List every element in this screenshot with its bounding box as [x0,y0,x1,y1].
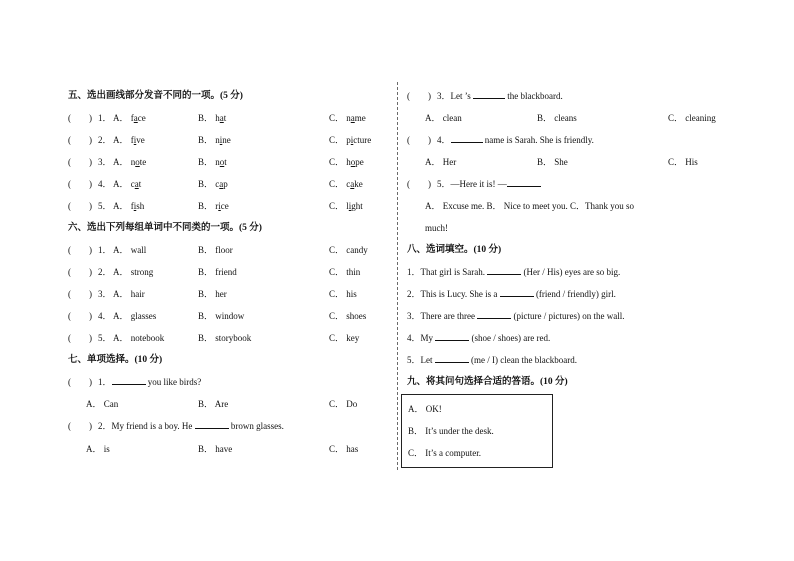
option-c: C． has [329,444,359,454]
option-b: B． friend [198,267,237,277]
section-6-heading: 六、选出下列每组单词中不同类的一项。(5 分) [68,223,262,233]
answer-paren[interactable]: ( ) [68,311,92,321]
option-b: B． floor [198,245,233,255]
option-a: A． five [113,135,145,145]
fill-blank[interactable] [500,288,534,297]
answer-paren[interactable]: ( ) [407,179,431,189]
option-b: B． hat [198,113,227,123]
option-a: A． Her [425,157,457,167]
option-a: A． wall [113,245,147,255]
option-b: B． have [198,444,233,454]
option-b: B． her [198,289,227,299]
fill-blank[interactable] [435,354,469,363]
answer-blank[interactable] [112,376,146,385]
answer-paren[interactable]: ( ) [68,201,92,211]
option-c: C． Do [329,399,358,409]
option-b: B． cap [198,179,228,189]
answer-blank[interactable] [451,134,483,143]
answer-paren[interactable]: ( ) [68,113,92,123]
answer-paren[interactable]: ( ) [68,267,92,277]
section-5-heading: 五、选出画线部分发音不同的一项。(5 分) [68,91,243,101]
option-b: B． nine [198,135,231,145]
option-a: A． strong [113,267,154,277]
options-line: A． Excuse me. B． Nice to meet you. C．Thank you so [425,201,634,211]
option-c: C． key [329,333,360,343]
option-b: B． cleans [537,113,577,123]
option-a: A． hair [113,289,145,299]
option-c: C． picture [329,135,372,145]
fill-blank[interactable] [477,310,511,319]
answer-blank[interactable] [473,90,505,99]
option-a: A． notebook [113,333,165,343]
option-c: C． cake [329,179,363,189]
section-7-heading: 七、单项选择。(10 分) [68,355,163,365]
answer-paren[interactable]: ( ) [407,91,431,101]
option-c: C． cleaning [668,113,716,123]
option-a: A． is [86,444,110,454]
fill-blank[interactable] [435,332,469,341]
answer-paren[interactable]: ( ) [68,135,92,145]
option-c: C． name [329,113,366,123]
option-c: C． candy [329,245,368,255]
option-b: B． rice [198,201,229,211]
answer-paren[interactable]: ( ) [407,135,431,145]
option-a: A． Can [86,399,119,409]
answer-option-b: B． It’s under the desk. [408,426,494,436]
option-a: A． face [113,113,146,123]
column-divider [397,82,398,470]
answer-options-box [401,394,553,468]
answer-paren[interactable]: ( ) [68,179,92,189]
option-b: B． storybook [198,333,252,343]
option-a: A． glasses [113,311,157,321]
answer-paren[interactable]: ( ) [68,157,92,167]
answer-option-c: C． It’s a computer. [408,448,481,458]
answer-blank[interactable] [507,178,541,187]
option-c: C． thin [329,267,361,277]
option-b: B． not [198,157,227,167]
option-a: A． cat [113,179,142,189]
option-b: B． Are [198,399,229,409]
answer-paren[interactable]: ( ) [68,421,92,431]
option-b: B． She [537,157,568,167]
fill-blank[interactable] [487,266,521,275]
answer-paren[interactable]: ( ) [68,245,92,255]
options-continuation: much! [425,223,448,233]
section-9-heading: 九、将其问句选择合适的答语。(10 分) [407,377,568,387]
option-c: C． His [668,157,698,167]
answer-paren[interactable]: ( ) [68,377,92,387]
answer-paren[interactable]: ( ) [68,289,92,299]
option-a: A． fish [113,201,145,211]
option-c: C． his [329,289,357,299]
option-c: C． hope [329,157,364,167]
option-c: C． shoes [329,311,367,321]
answer-paren[interactable]: ( ) [68,333,92,343]
answer-option-a: A． OK! [408,404,442,414]
answer-blank[interactable] [195,420,229,429]
section-8-heading: 八、选词填空。(10 分) [407,245,502,255]
option-a: A． note [113,157,147,167]
option-c: C． light [329,201,363,211]
option-a: A． clean [425,113,462,123]
option-b: B． window [198,311,245,321]
